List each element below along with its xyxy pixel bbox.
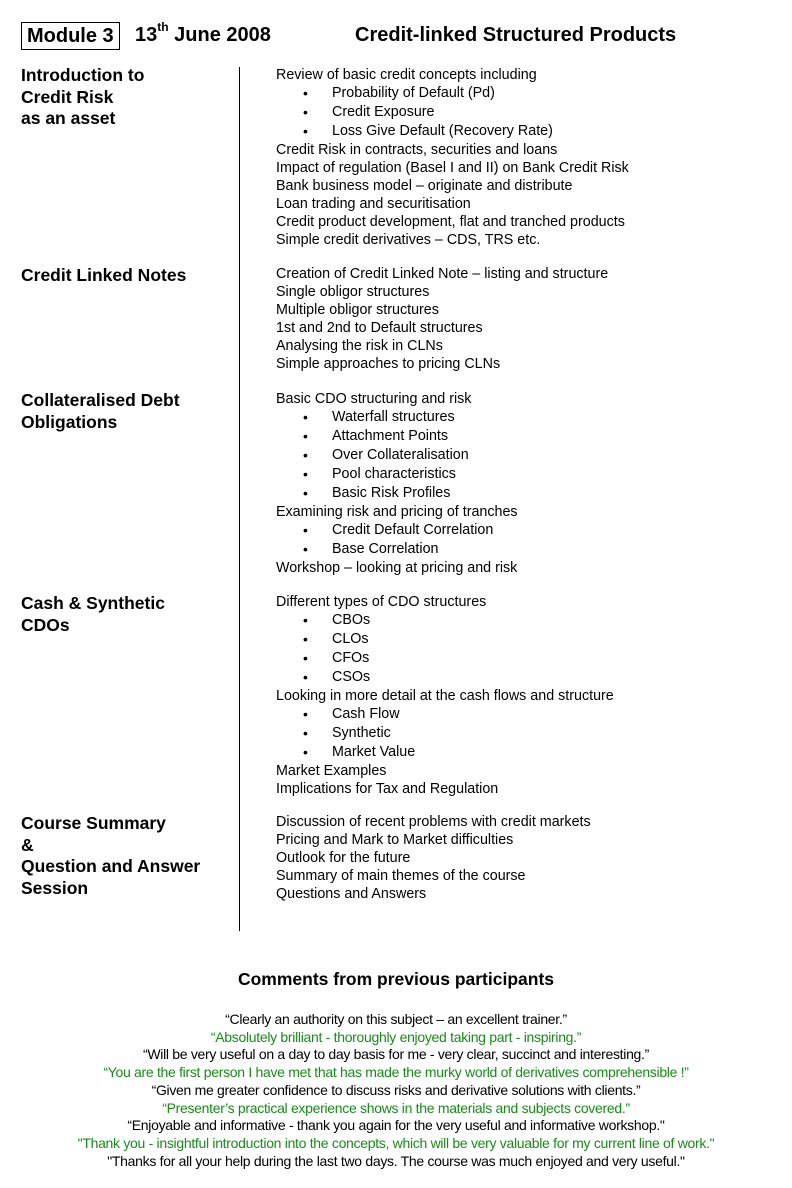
- bullet-item: • CLOs: [276, 630, 614, 649]
- section-title-line: Course Summary: [21, 813, 166, 833]
- participant-comment: “Absolutely brilliant - thoroughly enjoyed taking part - inspiring.”: [210, 1028, 582, 1045]
- list-item: Discussion of recent problems with credit markets: [276, 814, 591, 830]
- list-item: Impact of regulation (Basel I and II) on Bank Credit Risk: [276, 160, 629, 176]
- list-item: Outlook for the future: [276, 850, 411, 866]
- bullet-item: • Basic Risk Profiles: [276, 484, 518, 503]
- date-month-year: June 2008: [168, 24, 271, 46]
- list-item: Loan trading and securitisation: [276, 196, 471, 212]
- course-title: Credit-linked Structured Products: [355, 24, 677, 46]
- participant-comment: “You are the first person I have met that has made the murky world of derivatives comprehensible !”: [103, 1064, 689, 1081]
- list-item: Summary of main themes of the course: [276, 868, 526, 884]
- list-item: Simple approaches to pricing CLNs: [276, 356, 501, 372]
- list-item: Market Examples: [276, 763, 387, 779]
- comments-heading: Comments from previous participants: [237, 969, 555, 989]
- list-item: 1st and 2nd to Default structures: [276, 320, 483, 336]
- page-header: [21, 20, 781, 50]
- list-item: Single obligor structures: [276, 284, 430, 300]
- participant-comment: "Thank you - insightful introduction into the concepts, which will be very valuable for my current line of work.": [77, 1134, 715, 1151]
- column-divider: [239, 67, 240, 931]
- list-item: Simple credit derivatives – CDS, TRS etc.: [276, 232, 541, 248]
- list-item: Pricing and Mark to Market difficulties: [276, 832, 514, 848]
- bullet-item: • Probability of Default (Pd): [276, 84, 629, 103]
- bullet-item: • CFOs: [276, 649, 614, 668]
- section-list-intro-credit-risk: [276, 66, 629, 249]
- participant-comment: “Will be very useful on a day to day basis for me - very clear, succinct and interesting.”: [142, 1046, 649, 1063]
- bullet-item: • Credit Default Correlation: [276, 521, 518, 540]
- section-title-credit-linked-notes: [21, 265, 231, 287]
- section-title-line: Obligations: [21, 411, 118, 432]
- bullet-item: • Waterfall structures: [276, 408, 518, 427]
- section-title-line: &: [21, 834, 34, 855]
- list-item: Basic CDO structuring and risk: [276, 391, 472, 407]
- list-item: Implications for Tax and Regulation: [276, 781, 499, 797]
- participant-comment: “Enjoyable and informative - thank you again for the very useful and informative workshop.": [127, 1117, 665, 1134]
- section-list-credit-linked-notes: [276, 265, 608, 373]
- list-item: Multiple obligor structures: [276, 302, 439, 318]
- section-title-intro-credit-risk: [21, 65, 231, 130]
- section-list-cdo: [276, 390, 518, 577]
- section-title-line: Collateralised Debt: [21, 390, 180, 410]
- list-item: Bank business model – originate and distribute: [276, 178, 573, 194]
- section-title-cdo: [21, 390, 231, 433]
- section-title-line: Session: [21, 877, 89, 898]
- bullet-item: • CSOs: [276, 668, 614, 687]
- list-item: Credit Risk in contracts, securities and loans: [276, 142, 558, 158]
- bullet-item: • Synthetic: [276, 724, 614, 743]
- section-title-cash-synthetic-cdos: [21, 593, 231, 636]
- section-title-line: Cash & Synthetic: [21, 593, 165, 613]
- bullet-item: • Base Correlation: [276, 540, 518, 559]
- list-item: Analysing the risk in CLNs: [276, 338, 443, 354]
- list-item: Examining risk and pricing of tranches: [276, 504, 518, 520]
- course-date: [135, 22, 271, 48]
- list-item: Review of basic credit concepts including: [276, 67, 537, 83]
- section-title-course-summary: [21, 813, 231, 899]
- section-list-cash-synthetic-cdos: [276, 593, 614, 798]
- section-title-line: Introduction to: [21, 65, 145, 85]
- participant-comment: “Clearly an authority on this subject – an excellent trainer.”: [225, 1011, 567, 1027]
- section-title-line: as an asset: [21, 108, 116, 128]
- list-item: Looking in more detail at the cash flows and structure: [276, 688, 614, 704]
- bullet-item: • Attachment Points: [276, 427, 518, 446]
- bullet-item: • Pool characteristics: [276, 465, 518, 484]
- module-label: Module 3: [21, 22, 120, 50]
- list-item: Credit product development, flat and tranched products: [276, 214, 625, 230]
- bullet-item: • CBOs: [276, 611, 614, 630]
- comments-list: [0, 1011, 792, 1170]
- list-item: Workshop – looking at pricing and risk: [276, 560, 518, 576]
- bullet-item: • Credit Exposure: [276, 103, 629, 122]
- bullet-item: • Loss Give Default (Recovery Rate): [276, 122, 629, 141]
- list-item: Questions and Answers: [276, 886, 427, 902]
- section-title-line: Credit Risk: [21, 86, 114, 107]
- bullet-item: • Market Value: [276, 743, 614, 762]
- section-title-line: Question and Answer: [21, 856, 201, 876]
- date-day: 13: [135, 24, 158, 46]
- date-suffix: th: [157, 20, 169, 35]
- list-item: Different types of CDO structures: [276, 594, 487, 610]
- participant-comment: “Presenter’s practical experience shows in the materials and subjects covered.”: [162, 1099, 630, 1116]
- section-title-line: CDOs: [21, 614, 70, 635]
- participant-comment: "Thanks for all your help during the last two days. The course was much enjoyed and very useful.": [107, 1152, 685, 1169]
- section-list-course-summary: [276, 813, 591, 903]
- list-item: Creation of Credit Linked Note – listing and structure: [276, 266, 609, 282]
- bullet-item: • Over Collateralisation: [276, 446, 518, 465]
- bullet-item: • Cash Flow: [276, 705, 614, 724]
- participant-comment: “Given me greater confidence to discuss risks and derivative solutions with clients.”: [151, 1081, 641, 1098]
- section-title-line: Credit Linked Notes: [21, 265, 187, 285]
